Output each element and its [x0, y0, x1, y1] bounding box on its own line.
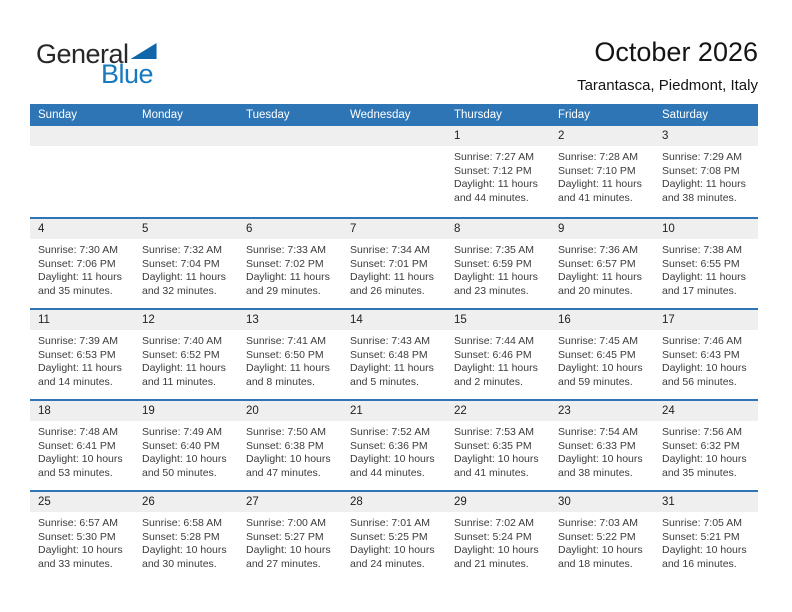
- daylight-text-line2: and 30 minutes.: [142, 557, 217, 570]
- day-details: [446, 512, 550, 571]
- day-cell-21: [342, 401, 446, 490]
- date-number: 19: [134, 401, 238, 421]
- sunrise-text: Sunrise: 7:29 AM: [662, 151, 742, 163]
- day-details: [550, 330, 654, 389]
- daylight-text-line1: Daylight: 11 hours: [558, 271, 642, 283]
- daylight-text-line2: and 53 minutes.: [38, 466, 113, 479]
- date-number: 23: [550, 401, 654, 421]
- date-number: 1: [446, 126, 550, 146]
- day-cell-3: [654, 126, 758, 217]
- date-number: 28: [342, 492, 446, 512]
- date-number: 30: [550, 492, 654, 512]
- daylight-text-line1: Daylight: 10 hours: [38, 453, 123, 465]
- sunset-text: Sunset: 6:32 PM: [662, 439, 740, 452]
- daylight-text-line1: Daylight: 11 hours: [454, 178, 538, 190]
- sunset-text: Sunset: 6:35 PM: [454, 439, 532, 452]
- sunrise-text: Sunrise: 7:35 AM: [454, 244, 534, 256]
- weekday-thursday: Thursday: [454, 109, 502, 121]
- daylight-text-line1: Daylight: 10 hours: [558, 544, 643, 556]
- day-cell-28: [342, 492, 446, 581]
- day-details: [446, 421, 550, 480]
- daylight-text-line1: Daylight: 11 hours: [246, 362, 330, 374]
- daylight-text-line1: Daylight: 10 hours: [662, 362, 747, 374]
- daylight-text-line2: and 38 minutes.: [558, 466, 633, 479]
- sunrise-text: Sunrise: 7:40 AM: [142, 335, 222, 347]
- sunrise-text: Sunrise: 7:05 AM: [662, 517, 742, 529]
- day-details: [30, 512, 134, 571]
- day-details: [134, 239, 238, 298]
- week-row-1: [30, 126, 758, 217]
- day-details: [342, 512, 446, 571]
- daylight-text-line1: Daylight: 11 hours: [38, 271, 122, 283]
- daylight-text-line2: and 33 minutes.: [38, 557, 113, 570]
- date-number: 25: [30, 492, 134, 512]
- sunset-text: Sunset: 7:12 PM: [454, 164, 532, 177]
- date-number: 4: [30, 219, 134, 239]
- sunset-text: Sunset: 5:25 PM: [350, 530, 428, 543]
- daylight-text-line2: and 8 minutes.: [246, 375, 315, 388]
- date-number: 29: [446, 492, 550, 512]
- date-number: [238, 126, 342, 146]
- daylight-text-line1: Daylight: 11 hours: [38, 362, 122, 374]
- weekday-saturday: Saturday: [662, 109, 709, 121]
- day-details: [238, 330, 342, 389]
- sunset-text: Sunset: 5:21 PM: [662, 530, 740, 543]
- day-details: [550, 146, 654, 205]
- date-number: 2: [550, 126, 654, 146]
- day-cell-26: [134, 492, 238, 581]
- sunset-text: Sunset: 6:38 PM: [246, 439, 324, 452]
- sunset-text: Sunset: 6:50 PM: [246, 348, 324, 361]
- sunrise-text: Sunrise: 7:36 AM: [558, 244, 638, 256]
- date-number: 27: [238, 492, 342, 512]
- daylight-text-line1: Daylight: 11 hours: [454, 271, 538, 283]
- day-details: [446, 330, 550, 389]
- day-details: [134, 330, 238, 389]
- week-row-5: [30, 490, 758, 581]
- daylight-text-line1: Daylight: 10 hours: [558, 453, 643, 465]
- daylight-text-line1: Daylight: 11 hours: [246, 271, 330, 283]
- sunrise-text: Sunrise: 7:50 AM: [246, 426, 326, 438]
- daylight-text-line2: and 41 minutes.: [558, 191, 633, 204]
- date-number: 12: [134, 310, 238, 330]
- day-details: [342, 146, 446, 151]
- logo-text-general: General: [36, 39, 129, 69]
- sunset-text: Sunset: 7:02 PM: [246, 257, 324, 270]
- sunrise-text: Sunrise: 7:01 AM: [350, 517, 430, 529]
- sunset-text: Sunset: 6:59 PM: [454, 257, 532, 270]
- day-details: [654, 146, 758, 205]
- sunset-text: Sunset: 6:41 PM: [38, 439, 116, 452]
- day-cell-12: [134, 310, 238, 399]
- daylight-text-line1: Daylight: 10 hours: [662, 544, 747, 556]
- date-number: [342, 126, 446, 146]
- daylight-text-line1: Daylight: 10 hours: [350, 453, 435, 465]
- sunrise-text: Sunrise: 7:52 AM: [350, 426, 430, 438]
- day-details: [654, 239, 758, 298]
- day-details: [30, 239, 134, 298]
- day-cell-29: [446, 492, 550, 581]
- daylight-text-line2: and 5 minutes.: [350, 375, 419, 388]
- day-cell-23: [550, 401, 654, 490]
- date-number: 9: [550, 219, 654, 239]
- sunset-text: Sunset: 6:43 PM: [662, 348, 740, 361]
- daylight-text-line1: Daylight: 10 hours: [454, 453, 539, 465]
- sunset-text: Sunset: 6:55 PM: [662, 257, 740, 270]
- sunrise-text: Sunrise: 7:00 AM: [246, 517, 326, 529]
- day-details: [30, 146, 134, 151]
- day-details: [446, 146, 550, 205]
- sunset-text: Sunset: 6:53 PM: [38, 348, 116, 361]
- sunrise-text: Sunrise: 7:41 AM: [246, 335, 326, 347]
- day-cell-11: [30, 310, 134, 399]
- daylight-text-line1: Daylight: 10 hours: [142, 544, 227, 556]
- calendar-grid: [30, 126, 758, 581]
- day-cell-empty: [342, 126, 446, 217]
- day-details: [238, 146, 342, 151]
- daylight-text-line2: and 41 minutes.: [454, 466, 529, 479]
- calendar-table: [30, 104, 758, 581]
- day-cell-22: [446, 401, 550, 490]
- day-details: [550, 239, 654, 298]
- day-details: [550, 512, 654, 571]
- general-blue-logo: [36, 41, 166, 88]
- day-details: [134, 421, 238, 480]
- sunrise-text: Sunrise: 7:46 AM: [662, 335, 742, 347]
- weekday-wednesday: Wednesday: [350, 109, 411, 121]
- title-block: [577, 39, 758, 93]
- daylight-text-line2: and 32 minutes.: [142, 284, 217, 297]
- sunrise-text: Sunrise: 7:38 AM: [662, 244, 742, 256]
- sunset-text: Sunset: 6:57 PM: [558, 257, 636, 270]
- day-details: [446, 239, 550, 298]
- day-details: [342, 421, 446, 480]
- day-details: [238, 239, 342, 298]
- day-cell-4: [30, 219, 134, 308]
- date-number: 6: [238, 219, 342, 239]
- daylight-text-line2: and 2 minutes.: [454, 375, 523, 388]
- day-details: [134, 146, 238, 151]
- sunrise-text: Sunrise: 6:57 AM: [38, 517, 118, 529]
- daylight-text-line2: and 47 minutes.: [246, 466, 321, 479]
- daylight-text-line2: and 44 minutes.: [350, 466, 425, 479]
- date-number: 11: [30, 310, 134, 330]
- daylight-text-line2: and 44 minutes.: [454, 191, 529, 204]
- weekday-friday: Friday: [558, 109, 590, 121]
- sunrise-text: Sunrise: 7:48 AM: [38, 426, 118, 438]
- sunset-text: Sunset: 6:36 PM: [350, 439, 428, 452]
- sunset-text: Sunset: 7:10 PM: [558, 164, 636, 177]
- weekday-header-row: [30, 104, 758, 126]
- sunrise-text: Sunrise: 7:34 AM: [350, 244, 430, 256]
- day-details: [134, 512, 238, 571]
- daylight-text-line1: Daylight: 10 hours: [454, 544, 539, 556]
- week-row-4: [30, 399, 758, 490]
- daylight-text-line2: and 18 minutes.: [558, 557, 633, 570]
- daylight-text-line1: Daylight: 11 hours: [142, 271, 226, 283]
- sunrise-text: Sunrise: 7:32 AM: [142, 244, 222, 256]
- date-number: 16: [550, 310, 654, 330]
- day-cell-5: [134, 219, 238, 308]
- weekday-monday: Monday: [142, 109, 183, 121]
- daylight-text-line1: Daylight: 10 hours: [350, 544, 435, 556]
- daylight-text-line2: and 11 minutes.: [142, 375, 216, 388]
- daylight-text-line2: and 29 minutes.: [246, 284, 321, 297]
- page-title: October 2026: [594, 37, 758, 67]
- day-cell-30: [550, 492, 654, 581]
- sunrise-text: Sunrise: 7:02 AM: [454, 517, 534, 529]
- daylight-text-line2: and 35 minutes.: [38, 284, 113, 297]
- day-cell-empty: [238, 126, 342, 217]
- sunset-text: Sunset: 5:30 PM: [38, 530, 116, 543]
- date-number: 8: [446, 219, 550, 239]
- day-cell-16: [550, 310, 654, 399]
- sunset-text: Sunset: 6:40 PM: [142, 439, 220, 452]
- sunset-text: Sunset: 7:08 PM: [662, 164, 740, 177]
- daylight-text-line1: Daylight: 11 hours: [350, 362, 434, 374]
- sunset-text: Sunset: 6:46 PM: [454, 348, 532, 361]
- day-cell-7: [342, 219, 446, 308]
- sunset-text: Sunset: 6:45 PM: [558, 348, 636, 361]
- day-cell-24: [654, 401, 758, 490]
- daylight-text-line2: and 26 minutes.: [350, 284, 425, 297]
- daylight-text-line2: and 16 minutes.: [662, 557, 737, 570]
- daylight-text-line1: Daylight: 11 hours: [662, 178, 746, 190]
- date-number: [30, 126, 134, 146]
- sunrise-text: Sunrise: 7:45 AM: [558, 335, 638, 347]
- weekday-tuesday: Tuesday: [246, 109, 290, 121]
- day-details: [238, 421, 342, 480]
- date-number: 20: [238, 401, 342, 421]
- date-number: 17: [654, 310, 758, 330]
- logo-triangle-icon: [131, 43, 157, 59]
- date-number: 10: [654, 219, 758, 239]
- date-number: 13: [238, 310, 342, 330]
- weekday-sunday: Sunday: [38, 109, 78, 121]
- day-cell-2: [550, 126, 654, 217]
- sunset-text: Sunset: 6:52 PM: [142, 348, 220, 361]
- day-cell-9: [550, 219, 654, 308]
- daylight-text-line2: and 38 minutes.: [662, 191, 737, 204]
- daylight-text-line2: and 21 minutes.: [454, 557, 529, 570]
- date-number: 15: [446, 310, 550, 330]
- day-details: [342, 239, 446, 298]
- sunrise-text: Sunrise: 7:30 AM: [38, 244, 118, 256]
- daylight-text-line2: and 17 minutes.: [662, 284, 737, 297]
- day-cell-27: [238, 492, 342, 581]
- sunset-text: Sunset: 5:27 PM: [246, 530, 324, 543]
- sunrise-text: Sunrise: 7:33 AM: [246, 244, 326, 256]
- day-details: [30, 421, 134, 480]
- date-number: 21: [342, 401, 446, 421]
- day-details: [342, 330, 446, 389]
- day-details: [654, 330, 758, 389]
- sunrise-text: Sunrise: 7:53 AM: [454, 426, 534, 438]
- daylight-text-line1: Daylight: 11 hours: [142, 362, 226, 374]
- sunrise-text: Sunrise: 7:03 AM: [558, 517, 638, 529]
- date-number: 14: [342, 310, 446, 330]
- logo-text-blue: Blue: [100, 59, 153, 89]
- sunrise-text: Sunrise: 7:54 AM: [558, 426, 638, 438]
- sunrise-text: Sunrise: 7:27 AM: [454, 151, 534, 163]
- daylight-text-line2: and 24 minutes.: [350, 557, 425, 570]
- sunrise-text: Sunrise: 7:43 AM: [350, 335, 430, 347]
- daylight-text-line2: and 59 minutes.: [558, 375, 633, 388]
- sunrise-text: Sunrise: 6:58 AM: [142, 517, 222, 529]
- day-cell-empty: [30, 126, 134, 217]
- date-number: 18: [30, 401, 134, 421]
- day-details: [654, 512, 758, 571]
- daylight-text-line1: Daylight: 10 hours: [38, 544, 123, 556]
- sunset-text: Sunset: 7:01 PM: [350, 257, 428, 270]
- day-cell-empty: [134, 126, 238, 217]
- sunset-text: Sunset: 7:04 PM: [142, 257, 220, 270]
- week-row-2: [30, 217, 758, 308]
- day-cell-6: [238, 219, 342, 308]
- date-number: [134, 126, 238, 146]
- day-details: [238, 512, 342, 571]
- day-cell-18: [30, 401, 134, 490]
- daylight-text-line1: Daylight: 10 hours: [558, 362, 643, 374]
- daylight-text-line1: Daylight: 10 hours: [142, 453, 227, 465]
- day-cell-25: [30, 492, 134, 581]
- sunrise-text: Sunrise: 7:28 AM: [558, 151, 638, 163]
- sunrise-text: Sunrise: 7:56 AM: [662, 426, 742, 438]
- day-cell-15: [446, 310, 550, 399]
- daylight-text-line2: and 23 minutes.: [454, 284, 529, 297]
- sunset-text: Sunset: 5:28 PM: [142, 530, 220, 543]
- week-row-3: [30, 308, 758, 399]
- daylight-text-line2: and 56 minutes.: [662, 375, 737, 388]
- location-subtitle: Tarantasca, Piedmont, Italy: [577, 77, 758, 94]
- date-number: 5: [134, 219, 238, 239]
- daylight-text-line2: and 14 minutes.: [38, 375, 113, 388]
- sunset-text: Sunset: 5:22 PM: [558, 530, 636, 543]
- daylight-text-line1: Daylight: 11 hours: [662, 271, 746, 283]
- sunset-text: Sunset: 7:06 PM: [38, 257, 116, 270]
- sunrise-text: Sunrise: 7:39 AM: [38, 335, 118, 347]
- sunset-text: Sunset: 6:33 PM: [558, 439, 636, 452]
- day-cell-20: [238, 401, 342, 490]
- date-number: 31: [654, 492, 758, 512]
- daylight-text-line1: Daylight: 10 hours: [246, 453, 331, 465]
- date-number: 22: [446, 401, 550, 421]
- day-cell-13: [238, 310, 342, 399]
- sunrise-text: Sunrise: 7:44 AM: [454, 335, 534, 347]
- daylight-text-line1: Daylight: 10 hours: [662, 453, 747, 465]
- date-number: 7: [342, 219, 446, 239]
- sunset-text: Sunset: 6:48 PM: [350, 348, 428, 361]
- day-cell-17: [654, 310, 758, 399]
- daylight-text-line1: Daylight: 11 hours: [454, 362, 538, 374]
- day-cell-8: [446, 219, 550, 308]
- day-cell-19: [134, 401, 238, 490]
- day-cell-1: [446, 126, 550, 217]
- day-details: [654, 421, 758, 480]
- date-number: 3: [654, 126, 758, 146]
- day-cell-31: [654, 492, 758, 581]
- date-number: 26: [134, 492, 238, 512]
- daylight-text-line2: and 20 minutes.: [558, 284, 633, 297]
- daylight-text-line1: Daylight: 11 hours: [558, 178, 642, 190]
- sunset-text: Sunset: 5:24 PM: [454, 530, 532, 543]
- day-details: [550, 421, 654, 480]
- daylight-text-line2: and 50 minutes.: [142, 466, 217, 479]
- sunrise-text: Sunrise: 7:49 AM: [142, 426, 222, 438]
- day-details: [30, 330, 134, 389]
- daylight-text-line2: and 27 minutes.: [246, 557, 321, 570]
- daylight-text-line1: Daylight: 10 hours: [246, 544, 331, 556]
- day-cell-10: [654, 219, 758, 308]
- date-number: 24: [654, 401, 758, 421]
- daylight-text-line1: Daylight: 11 hours: [350, 271, 434, 283]
- day-cell-14: [342, 310, 446, 399]
- daylight-text-line2: and 35 minutes.: [662, 466, 737, 479]
